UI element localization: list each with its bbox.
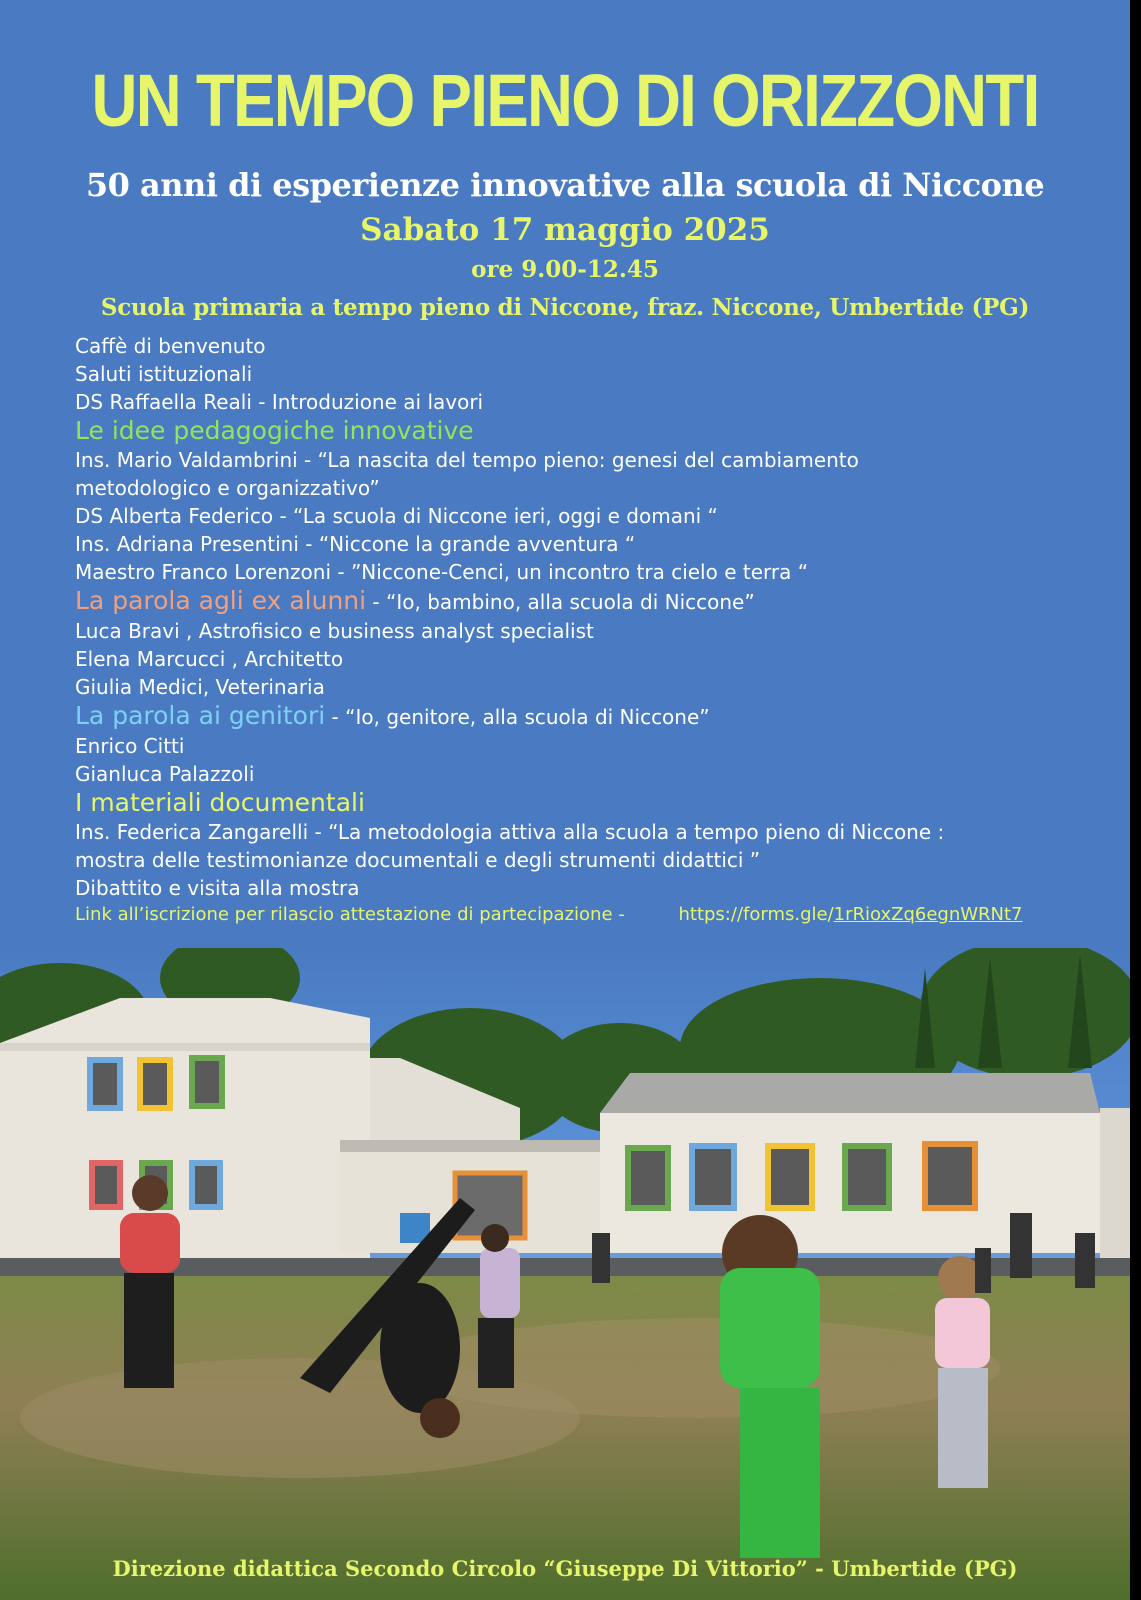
page-edge — [1130, 0, 1141, 1600]
section-heading-alumni-row — [75, 586, 1115, 617]
program-item: Luca Bravi , Astrofisico e business analyst specialist — [75, 619, 594, 643]
program-item: DS Alberta Federico - “La scuola di Niccone ieri, oggi e domani “ — [75, 504, 718, 528]
program-item: metodologico e organizzativo” — [75, 476, 380, 500]
event-date: Sabato 17 maggio 2025 — [360, 212, 770, 248]
section-heading-alumni: La parola agli ex alunni — [75, 586, 367, 615]
poster-footer: Direzione didattica Secondo Circolo “Giuseppe Di Vittorio” - Umbertide (PG) — [112, 1556, 1018, 1581]
program-item: Giulia Medici, Veterinaria — [75, 675, 325, 699]
poster-title: UN TEMPO PIENO DI ORIZZONTI — [91, 59, 1039, 142]
program-item: mostra delle testimonianze documentali e degli strumenti didattici ” — [75, 848, 761, 872]
section-heading-pedagogy: Le idee pedagogiche innovative — [75, 416, 474, 445]
registration-link-row — [75, 904, 1115, 925]
section-heading-parents: La parola ai genitori — [75, 701, 326, 730]
program-item: Elena Marcucci , Architetto — [75, 647, 344, 671]
program — [75, 332, 1115, 925]
program-item: Saluti istituzionali — [75, 362, 253, 386]
event-time: ore 9.00-12.45 — [471, 256, 659, 283]
program-item: Maestro Franco Lorenzoni - ”Niccone-Cenci, un incontro tra cielo e terra “ — [75, 560, 809, 584]
program-item: Ins. Federica Zangarelli - “La metodologia attiva alla scuola a tempo pieno di Niccone : — [75, 820, 945, 844]
poster-subtitle: 50 anni di esperienze innovative alla scuola di Niccone — [85, 166, 1045, 204]
school-photo — [0, 948, 1130, 1600]
section-heading-parents-row — [75, 701, 1115, 732]
registration-link[interactable] — [678, 904, 1022, 925]
registration-link-id[interactable]: 1rRioxZq6egnWRNt7 — [833, 904, 1023, 925]
registration-label: Link all’iscrizione per rilascio attestazione di partecipazione - — [75, 904, 625, 925]
section-heading-materials: I materiali documentali — [75, 788, 365, 817]
section-subtitle: - “Io, genitore, alla scuola di Niccone” — [325, 705, 710, 729]
section-subtitle: - “Io, bambino, alla scuola di Niccone” — [366, 590, 755, 614]
program-item: Ins. Mario Valdambrini - “La nascita del tempo pieno: genesi del cambiamento — [75, 448, 859, 472]
registration-link-prefix[interactable]: https://forms.gle/ — [678, 904, 834, 925]
event-venue: Scuola primaria a tempo pieno di Niccone, fraz. Niccone, Umbertide (PG) — [100, 294, 1030, 321]
program-item: Ins. Adriana Presentini - “Niccone la grande avventura “ — [75, 532, 636, 556]
program-item: Gianluca Palazzoli — [75, 762, 255, 786]
program-item: Caffè di benvenuto — [75, 334, 266, 358]
program-item: DS Raffaella Reali - Introduzione ai lavori — [75, 390, 484, 414]
program-item: Dibattito e visita alla mostra — [75, 876, 360, 900]
program-item: Enrico Citti — [75, 734, 185, 758]
